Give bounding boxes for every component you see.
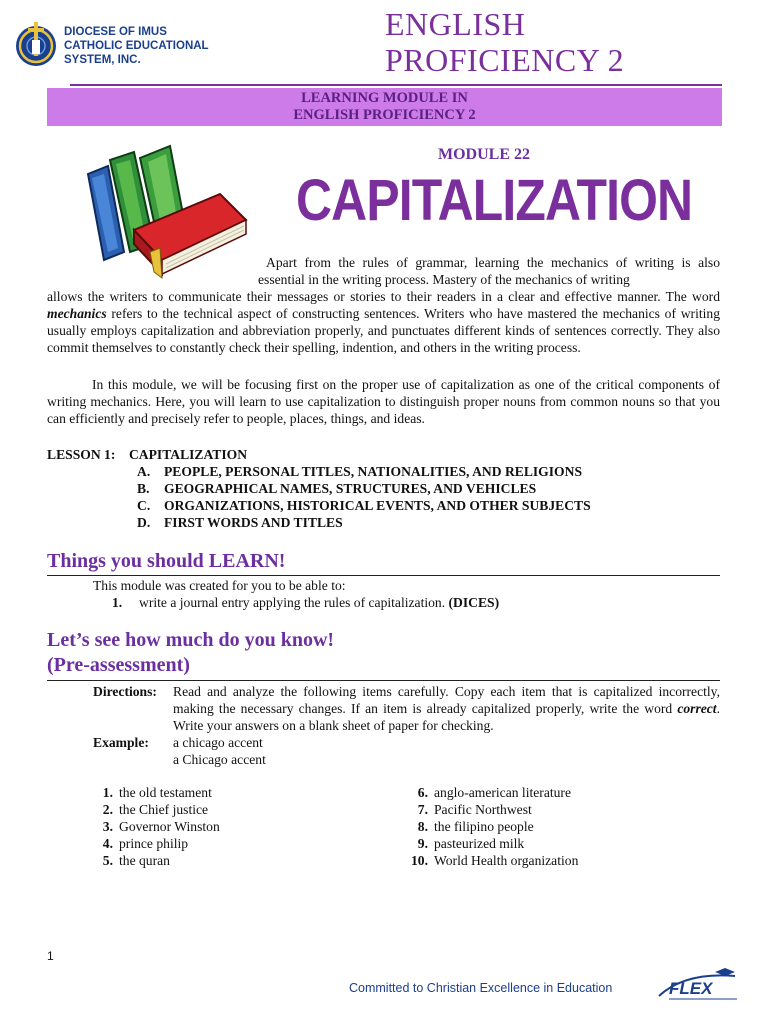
lesson-label: LESSON 1: (47, 447, 116, 462)
org-line: DIOCESE OF IMUS (64, 26, 167, 38)
list-item (93, 801, 220, 818)
flex-logo-icon (655, 966, 743, 1004)
learn-heading: Things you should LEARN! (47, 550, 286, 572)
item-number: 9. (417, 836, 428, 851)
item-number: 3. (102, 819, 113, 834)
directions-part: . Write your answers on a blank sheet of paper for checking. (173, 701, 720, 733)
item-text: the quran (119, 853, 170, 868)
item-text: World Health organization (434, 853, 579, 868)
list-item (408, 818, 578, 835)
list-item (112, 594, 499, 611)
topic-text: ORGANIZATIONS, HISTORICAL EVENTS, AND OTHER SUBJECTS (164, 498, 591, 513)
list-item (408, 852, 578, 869)
org-line: SYSTEM, INC. (64, 54, 141, 66)
example-line: a Chicago accent (173, 752, 266, 767)
list-item (408, 784, 578, 801)
item-text: prince philip (119, 836, 189, 851)
lesson-topics (137, 463, 591, 531)
item-text: the Chief justice (119, 802, 209, 817)
module-number: MODULE 22 (438, 146, 530, 163)
organization-name (64, 25, 209, 67)
topic-letter: D. (137, 515, 151, 530)
objective-text: write a journal entry applying the rules of capitalization. (139, 595, 449, 610)
topic-text: FIRST WORDS AND TITLES (164, 515, 343, 530)
directions-part: Read and analyze the following items carefully. Copy each item that is capitalized incorrectly, making the necessary changes. If an item is already capitalized properly, write the word (173, 684, 720, 716)
item-text: the old testament (119, 785, 212, 800)
learn-intro: This module was created for you to be able to: (93, 578, 346, 593)
intro-paragraph-2: In this module, we will be focusing first on the proper use of capitalization as one of the critical components of writing mechanics. Here, you will learn to use capitalization to distinguish proper nouns from common nouns so that you can efficiently and precisely refer to people, places, things, and ideas. (47, 377, 720, 426)
list-item (408, 801, 578, 818)
lesson-title: CAPITALIZATION (128, 447, 248, 462)
item-text (139, 594, 499, 611)
topic-letter: A. (137, 464, 151, 479)
banner-line: LEARNING MODULE IN (301, 90, 468, 106)
title-line: PROFICIENCY 2 (385, 42, 625, 78)
intro-text: allows the writers to communicate their messages or stories to their readers in a clear and effective manner. The word (47, 289, 720, 304)
list-item (93, 818, 220, 835)
item-text: Pacific Northwest (434, 802, 532, 817)
item-number: 8. (417, 819, 428, 834)
module-title: CAPITALIZATION (296, 168, 693, 233)
example-line: a chicago accent (173, 735, 263, 750)
item-number: 4. (102, 836, 113, 851)
intro-paragraph-start: Apart from the rules of grammar, learning the mechanics of writing is also essential in the writing process. Mastery of the mechanics of writing (258, 255, 720, 287)
intro-paragraph-continued (47, 288, 720, 356)
list-item (408, 835, 578, 852)
item-number: 1. (112, 595, 123, 610)
topic-text: PEOPLE, PERSONAL TITLES, NATIONALITIES, AND RELIGIONS (164, 464, 582, 479)
intro-text: refers to the technical aspect of constructing sentences. Writers who have mastered the mechanics of writing usually employs capitalization and abbreviation properly, and punctuates different kinds of sentences correctly. They also commit themselves to constantly check their spelling, indention, and others in the writing process. (47, 306, 720, 355)
title-line: ENGLISH (385, 6, 526, 42)
lesson-heading (47, 446, 247, 463)
item-text: anglo-american literature (434, 785, 571, 800)
header-divider (70, 84, 722, 86)
page-number: 1 (47, 949, 54, 963)
topic-text: GEOGRAPHICAL NAMES, STRUCTURES, AND VEHICLES (164, 481, 537, 496)
example-text (173, 734, 266, 768)
list-item (93, 784, 220, 801)
item-text: pasteurized milk (434, 836, 525, 851)
item-number: 1. (102, 785, 113, 800)
example-label: Example: (93, 735, 149, 750)
module-banner (47, 88, 722, 126)
item-number: 5. (102, 853, 113, 868)
directions-text (173, 683, 720, 734)
list-item (93, 835, 220, 852)
emphasis-correct: correct (677, 701, 717, 716)
diocese-seal-icon (14, 20, 58, 68)
list-item (137, 514, 591, 531)
assessment-items-right (408, 784, 578, 869)
item-text: the filipino people (434, 819, 534, 834)
list-item (137, 463, 591, 480)
item-number: 2. (102, 802, 113, 817)
item-number: 7. (417, 802, 428, 817)
emphasis-mechanics: mechanics (47, 306, 107, 321)
footer-tagline: Committed to Christian Excellence in Education (349, 981, 613, 995)
item-text: Governor Winston (119, 819, 220, 834)
books-illustration-icon (70, 144, 250, 280)
list-item (137, 497, 591, 514)
pre-assessment-subheading: (Pre-assessment) (47, 654, 190, 676)
org-line: CATHOLIC EDUCATIONAL (64, 40, 209, 52)
section-divider (47, 680, 720, 681)
pre-assessment-heading: Let’s see how much do you know! (47, 629, 335, 651)
topic-letter: C. (137, 498, 151, 513)
objective-code: (DICES) (448, 595, 500, 610)
banner-line: ENGLISH PROFICIENCY 2 (293, 107, 476, 123)
list-item (137, 480, 591, 497)
item-number: 6. (417, 785, 428, 800)
assessment-items-left (93, 784, 220, 869)
document-title (385, 6, 624, 78)
list-item (93, 852, 220, 869)
section-divider (47, 575, 720, 576)
flex-logo-text: FLEX (669, 979, 713, 998)
item-number: 10. (411, 853, 428, 868)
directions-label: Directions: (93, 684, 157, 699)
topic-letter: B. (137, 481, 150, 496)
